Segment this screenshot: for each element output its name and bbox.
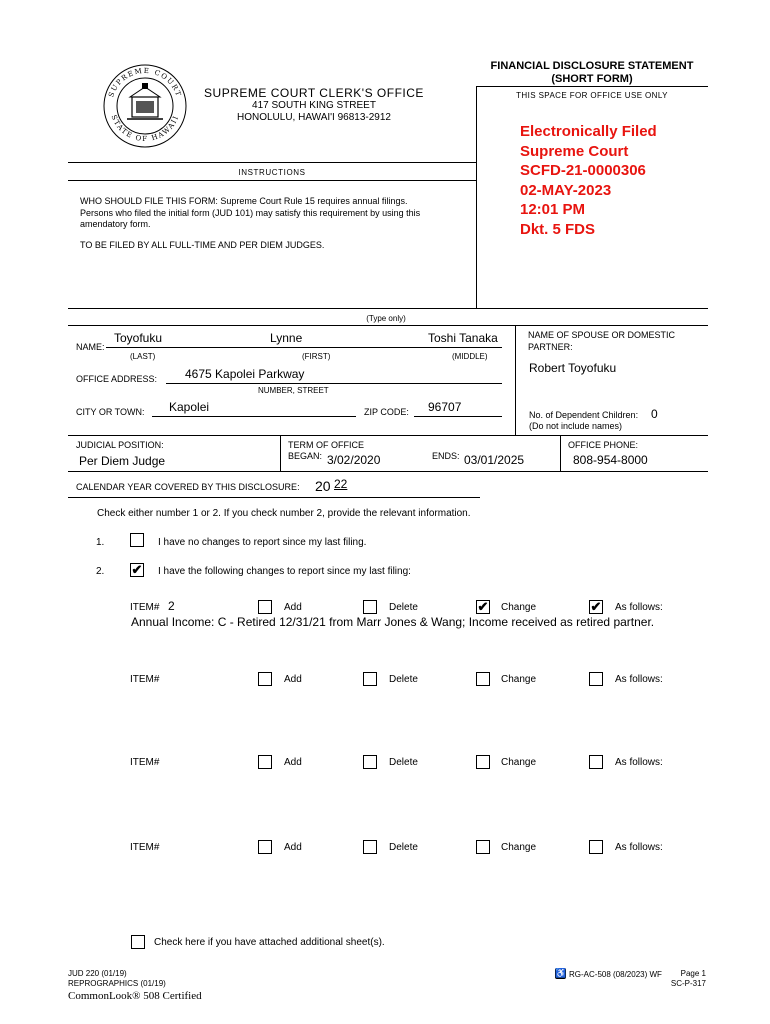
name-underline — [106, 347, 502, 348]
no-changes-checkbox[interactable] — [130, 533, 144, 547]
form-subtitle: (SHORT FORM) — [551, 73, 633, 85]
office-use-top-line — [476, 86, 708, 87]
court-seal-logo — [102, 63, 188, 149]
instructions-filer-note: TO BE FILED BY ALL FULL-TIME AND PER DIEM JUDGES. — [80, 240, 325, 250]
position-column-border — [280, 435, 281, 471]
last-label: (LAST) — [130, 352, 156, 361]
instructions-text: WHO SHOULD FILE THIS FORM: Supreme Court Rule 15 requires annual filings. — [80, 196, 408, 206]
stamp-line: Supreme Court — [520, 142, 629, 160]
item-add-checkbox[interactable] — [258, 600, 272, 614]
judicial-position-value[interactable]: Per Diem Judge — [79, 454, 166, 468]
item-add-checkbox[interactable] — [258, 672, 272, 686]
instructions-text: amendatory form. — [80, 219, 151, 229]
office-use-left-border — [476, 86, 477, 308]
last-name-value[interactable]: Toyofuku — [114, 331, 163, 345]
instructions-text: Persons who filed the initial form (JUD 101) may satisfy this requirement by using this — [80, 207, 421, 218]
item-delete-label: Delete — [389, 602, 418, 613]
item-delete-label: Delete — [389, 842, 418, 853]
position-bottom-line — [68, 471, 708, 472]
spouse-name-value[interactable]: Robert Toyofuku — [529, 361, 617, 375]
dependents-note: (Do not include names) — [529, 421, 623, 431]
dependents-label: No. of Dependent Children: — [529, 410, 639, 420]
name-label: NAME: — [76, 342, 105, 352]
calendar-bottom-line — [68, 497, 480, 498]
stamp-docket: Dkt. 5 FDS — [520, 220, 596, 238]
calendar-year-label: CALENDAR YEAR COVERED BY THIS DISCLOSURE: — [76, 482, 300, 492]
item-detail[interactable]: Annual Income: C - Retired 12/31/21 from Marr Jones & Wang; Income received as retired partner. — [131, 615, 655, 629]
stamp-case-number: SCFD-21-0000306 — [520, 162, 646, 179]
ends-label: ENDS: — [432, 451, 460, 461]
phone-column-border — [560, 435, 561, 471]
options-intro: Check either number 1 or 2. If you check number 2, provide the relevant information. — [97, 508, 471, 519]
office-city: HONOLULU, HAWAI'I 96813-2912 — [236, 112, 391, 123]
zip-value[interactable]: 96707 — [428, 400, 462, 414]
item-add-checkbox[interactable] — [258, 755, 272, 769]
item-as-follows-checkbox[interactable] — [589, 840, 603, 854]
office-name: SUPREME COURT CLERK'S OFFICE — [204, 86, 424, 100]
svg-text:STATE OF HAWAII: STATE OF HAWAII — [109, 113, 181, 144]
form-header-line — [68, 325, 708, 326]
number-street-label: NUMBER, STREET — [258, 386, 329, 395]
office-address-label: OFFICE ADDRESS: — [76, 374, 158, 384]
item-add-checkbox[interactable] — [258, 840, 272, 854]
form-title: FINANCIAL DISCLOSURE STATEMENT — [490, 60, 694, 72]
item-label: ITEM# — [130, 674, 160, 685]
first-name-value[interactable]: Lynne — [270, 331, 303, 345]
began-label: BEGAN: — [288, 451, 323, 461]
item-number[interactable]: 2 — [168, 599, 175, 613]
item-as-follows-label: As follows: — [615, 674, 663, 685]
rg-code: RG-AC-508 (08/2023) WF — [569, 970, 662, 979]
changes-label: I have the following changes to report since my last filing: — [158, 566, 411, 577]
spouse-label-2: PARTNER: — [528, 342, 573, 352]
form-top-line — [68, 308, 708, 309]
item-as-follows-checkbox[interactable] — [589, 672, 603, 686]
stamp-date: 02-MAY-2023 — [520, 181, 612, 199]
item-add-label: Add — [284, 842, 302, 853]
city-label: CITY OR TOWN: — [76, 407, 145, 417]
svg-text:SUPREME COURT: SUPREME COURT — [107, 66, 183, 99]
item-label: ITEM# — [130, 602, 160, 613]
item-as-follows-label: As follows: — [615, 757, 663, 768]
filing-stamp — [520, 122, 657, 239]
item-as-follows-checkbox[interactable]: ✔ — [590, 599, 602, 614]
additional-sheets-checkbox[interactable] — [131, 935, 145, 949]
additional-sheets-label: Check here if you have attached additional sheet(s). — [154, 937, 385, 948]
item-change-checkbox[interactable] — [476, 840, 490, 854]
item-change-label: Change — [501, 602, 537, 613]
item-change-label: Change — [501, 842, 537, 853]
began-value[interactable]: 3/02/2020 — [327, 453, 381, 467]
item-change-label: Change — [501, 674, 537, 685]
option-2-number: 2. — [96, 566, 105, 577]
item-add-label: Add — [284, 602, 302, 613]
middle-name-value[interactable]: Toshi Tanaka — [428, 331, 498, 345]
office-use-label: THIS SPACE FOR OFFICE USE ONLY — [516, 91, 668, 100]
commonlook-certification: CommonLook® 508 Certified — [68, 990, 202, 1002]
item-delete-checkbox[interactable] — [363, 755, 377, 769]
item-as-follows-label: As follows: — [615, 602, 663, 613]
item-change-checkbox[interactable] — [476, 672, 490, 686]
form-id: JUD 220 (01/19) — [68, 969, 127, 978]
dependents-value[interactable]: 0 — [651, 407, 658, 421]
instructions-heading: INSTRUCTIONS — [238, 168, 306, 177]
page-number: Page 1 — [680, 969, 706, 978]
option-1-number: 1. — [96, 537, 105, 548]
zip-label: ZIP CODE: — [364, 407, 409, 417]
type-only-note: (Type only) — [366, 314, 406, 323]
spouse-label: NAME OF SPOUSE OR DOMESTIC — [528, 330, 676, 340]
term-label: TERM OF OFFICE — [288, 440, 364, 450]
accessibility-icon: ♿ — [555, 968, 567, 978]
office-address-underline — [166, 383, 502, 384]
item-delete-label: Delete — [389, 757, 418, 768]
instructions-heading-line — [68, 180, 476, 181]
item-change-checkbox[interactable] — [476, 755, 490, 769]
city-value[interactable]: Kapolei — [169, 400, 210, 414]
no-changes-label: I have no changes to report since my last filing. — [158, 537, 367, 548]
ends-value[interactable]: 03/01/2025 — [464, 453, 525, 467]
instructions-paragraph — [80, 196, 470, 231]
position-top-line — [68, 435, 708, 436]
phone-label: OFFICE PHONE: — [568, 440, 639, 450]
zip-underline — [414, 416, 502, 417]
item-change-checkbox[interactable]: ✔ — [477, 599, 489, 614]
middle-label: (MIDDLE) — [452, 352, 488, 361]
item-as-follows-checkbox[interactable] — [589, 755, 603, 769]
calendar-year-prefix: 20 — [315, 478, 331, 494]
item-delete-label: Delete — [389, 674, 418, 685]
item-change-label: Change — [501, 757, 537, 768]
item-add-label: Add — [284, 674, 302, 685]
first-label: (FIRST) — [302, 352, 331, 361]
item-label: ITEM# — [130, 842, 160, 853]
item-label: ITEM# — [130, 757, 160, 768]
reprographics-code: REPROGRAPHICS (01/19) — [68, 979, 166, 988]
spouse-column-border — [515, 325, 516, 435]
calendar-year-value[interactable]: 22 — [334, 477, 348, 491]
stamp-line: Electronically Filed — [520, 123, 657, 140]
phone-value[interactable]: 808-954-8000 — [573, 453, 648, 467]
item-add-label: Add — [284, 757, 302, 768]
item-delete-checkbox[interactable] — [363, 600, 377, 614]
item-as-follows-label: As follows: — [615, 842, 663, 853]
city-underline — [152, 416, 356, 417]
sc-code: SC-P-317 — [670, 979, 706, 988]
judicial-position-label: JUDICIAL POSITION: — [76, 440, 164, 450]
office-street: 417 SOUTH KING STREET — [252, 100, 376, 111]
office-address-value[interactable]: 4675 Kapolei Parkway — [185, 367, 305, 381]
item-delete-checkbox[interactable] — [363, 840, 377, 854]
instructions-top-line — [68, 162, 476, 163]
item-delete-checkbox[interactable] — [363, 672, 377, 686]
changes-checkbox[interactable]: ✔ — [131, 562, 143, 577]
stamp-time: 12:01 PM — [520, 201, 586, 218]
